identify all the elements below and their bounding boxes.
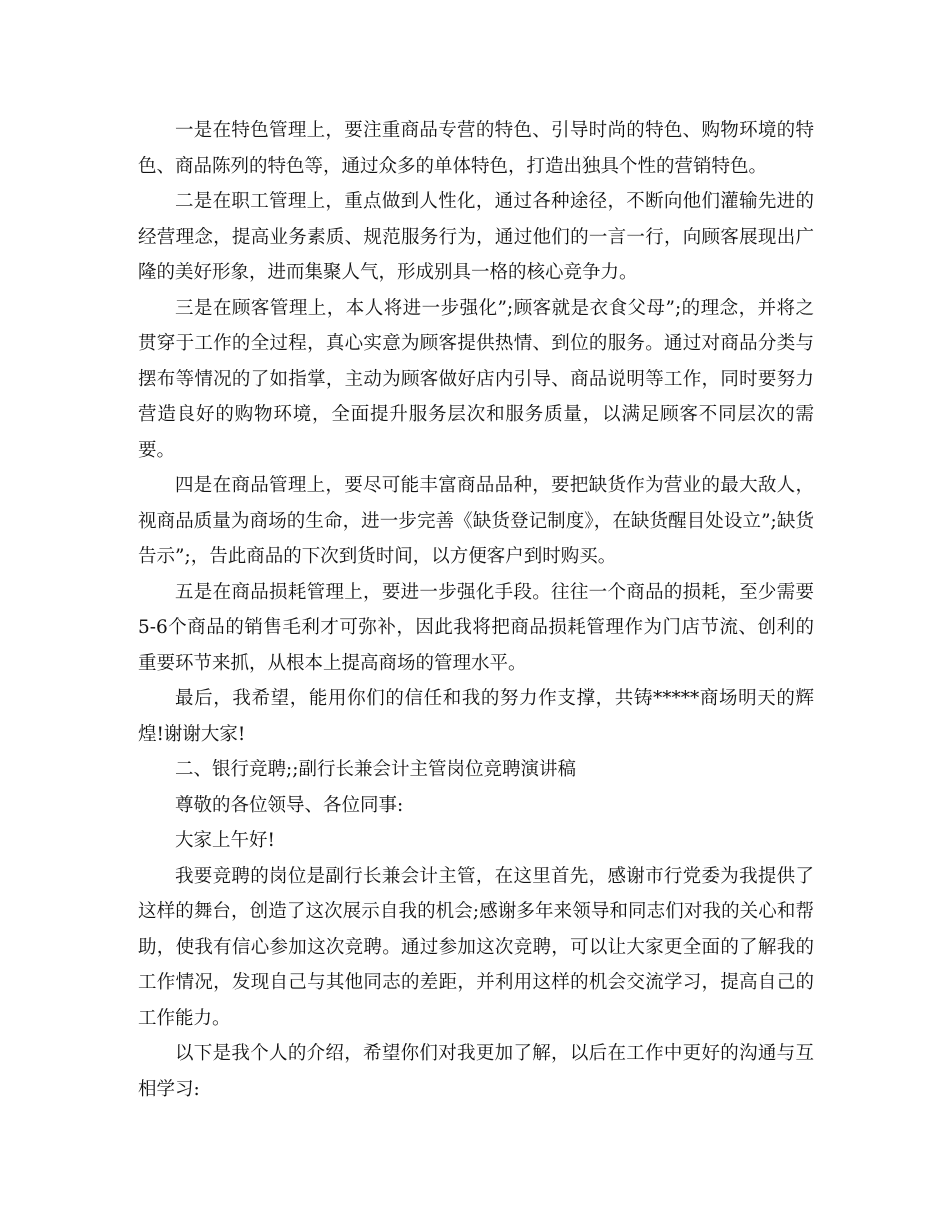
paragraph-special-management: 一是在特色管理上，要注重商品专营的特色、引导时尚的特色、购物环境的特色、商品陈列的特色等，通过众多的单体特色，打造出独具个性的营销特色。 <box>138 120 814 177</box>
section-heading: 二、银行竞聘;;副行长兼会计主管岗位竞聘演讲稿 <box>175 759 576 780</box>
paragraph-closing: 最后，我希望，能用你们的信任和我的努力作支撑，共铸*****商场明天的辉煌!谢谢大家! <box>138 688 814 745</box>
paragraph-staff-management: 二是在职工管理上，重点做到人性化，通过各种途径，不断向他们灌输先进的经营理念，提高业务素质、规范服务行为，通过他们的一言一行，向顾客展现出广隆的美好形象，进而集聚人气，形成别具一格的核心竞争力。 <box>138 191 814 283</box>
salutation: 尊敬的各位领导、各位同事: <box>175 794 404 816</box>
paragraph-loss-management: 五是在商品损耗管理上，要进一步强化手段。往往一个商品的损耗，至少需要5-6个商品的销售毛利才可弥补，因此我将把商品损耗管理作为门店节流、创利的重要环节来抓，从根本上提高商场的管理水平。 <box>138 581 814 674</box>
document-body <box>138 113 814 1107</box>
paragraph-goods-management: 四是在商品管理上，要尽可能丰富商品品种，要把缺货作为营业的最大敌人，视商品质量为商场的生命，进一步完善《缺货登记制度》，在缺货醒目处设立”;缺货告示”;，告此商品的下次到货时间，以方便客户到时购买。 <box>138 475 814 567</box>
paragraph-self-intro: 以下是我个人的介绍，希望你们对我更加了解，以后在工作中更好的沟通与互相学习: <box>138 1043 814 1100</box>
paragraph-customer-management: 三是在顾客管理上，本人将进一步强化”;顾客就是衣食父母”;的理念，并将之贯穿于工作的全过程，真心实意为顾客提供热情、到位的服务。通过对商品分类与摆布等情况的了如指掌，主动为顾客做好店内引导、商品说明等工作，同时要努力营造良好的购物环境，全面提升服务层次和服务质量，以满足顾客不同层次的需要。 <box>138 297 814 461</box>
paragraph-position-intro: 我要竞聘的岗位是副行长兼会计主管，在这里首先，感谢市行党委为我提供了这样的舞台，创造了这次展示自我的机会;感谢多年来领导和同志们对我的关心和帮助，使我有信心参加这次竞聘。通过参加这次竞聘，可以让大家更全面的了解我的工作情况，发现自己与其他同志的差距，并利用这样的机会交流学习，提高自己的工作能力。 <box>138 865 814 1029</box>
greeting: 大家上午好! <box>175 830 275 851</box>
